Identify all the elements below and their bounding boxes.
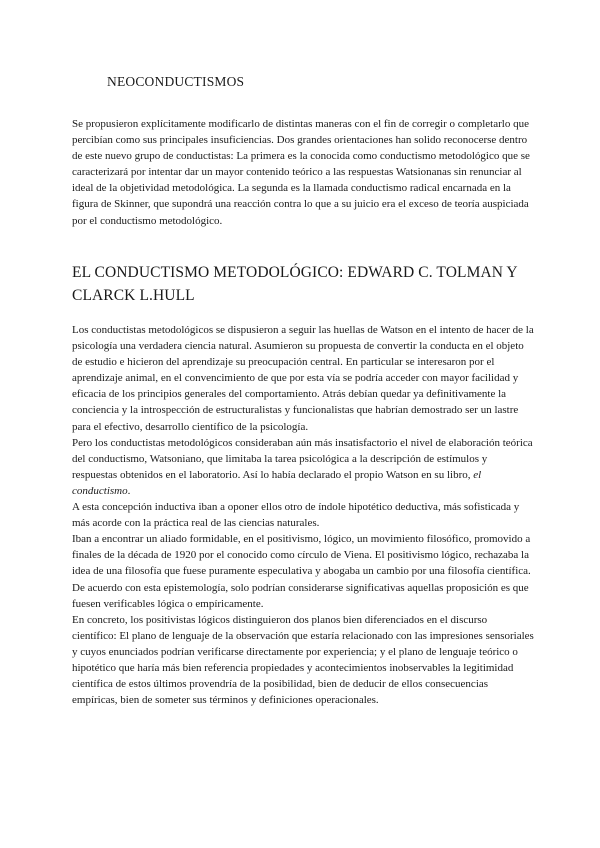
book-title: el conductismo: [72, 468, 482, 497]
paragraph: En concreto, los positivistas lógicos distinguieron dos planos bien diferenciados en el discurso científico: El plano de lenguaje de la observación que estaría relacionado con las impresiones sensoriales y cuyos enunciados podrían verificarse directamente por experiencia; y el plano de lenguaje teórico o hipotético que haría más bien referencia propiedades y acontecimientos inobservables la legitimidad científica de estos últimos provendría de la posibilidad, bien de deducir de ellos consecuencias empíricas, bien de someter sus términos y definiciones operacionales.: [72, 613, 534, 707]
paragraph: Los conductistas metodológicos se dispusieron a seguir las huellas de Watson en el intento de hacer de la psicología una verdadera ciencia natural. Asumieron su propuesta de convertir la conducta en el objeto de estudio e hicieron del aprendizaje su preocupación central. En particular se interesaron por el aprendizaje animal, en el convencimiento de que por esta vía se podría acceder con mayor facilidad y eficacia de los principios generales del comportamiento. Atrás debían quedar ya definitivamente la conciencia y la introspección de estructuralistas y funcionalistas que habrían demostrado ser un lastre para el efectivo, desarrollo científico de la psicología.: [72, 324, 534, 433]
paragraph: De acuerdo con esta epistemología, solo podrían considerarse significativas aquellas proposición es que fuesen verificables lógica o empíricamente.: [72, 581, 529, 610]
paragraph-text: Pero los conductistas metodológicos consideraban aún más insatisfactorio el nivel de elaboración teórica del conductismo, Watsoniano, que limitaba la tarea psicológica a la descripción de estímulos y respuestas obtenidos en el laboratorio. Así lo había declarado el propio Watson en su libro,: [72, 436, 533, 481]
section-body: [72, 322, 534, 708]
intro-paragraph: Se propusieron explícitamente modificarlo de distintas maneras con el fin de corregir o completarlo que percibían como sus principales insuficiencias. Dos grandes orientaciones han solido reconocerse dentro de este nuevo grupo de conductistas: La primera es la conocida como conductismo metodológico que se caracterizará por intentar dar un mayor contenido teórico a las respuestas Watsionanas sin renunciar al ideal de la objetividad metodológica. La segunda es la llamada conductismo radical encarnada en la figura de Skinner, que supondrá una reacción contra lo que a su juicio era el exceso de teoría auspiciada por el conductismo metodológico.: [72, 118, 530, 227]
page-title: NEOCONDUCTISMOS: [107, 74, 245, 89]
paragraph-with-book-title: [72, 435, 534, 499]
section-heading: EL CONDUCTISMO METODOLÓGICO: EDWARD C. TOLMAN Y CLARCK L.HULL: [72, 264, 518, 304]
book-title-period: .: [127, 484, 131, 497]
paragraph: Iban a encontrar un aliado formidable, en el positivismo, lógico, un movimiento filosófico, promovido a finales de la década de 1920 por el conocido como círculo de Viena. El positivismo lógico, rechazaba la idea de una filosofía que fuese puramente especulativa y abogaba un cambio por una filosofía científica.: [72, 533, 531, 578]
paragraph: A esta concepción inductiva iban a oponer ellos otro de índole hipotético deductiva, más sofisticada y más acorde con la práctica real de las ciencias naturales.: [72, 501, 520, 530]
